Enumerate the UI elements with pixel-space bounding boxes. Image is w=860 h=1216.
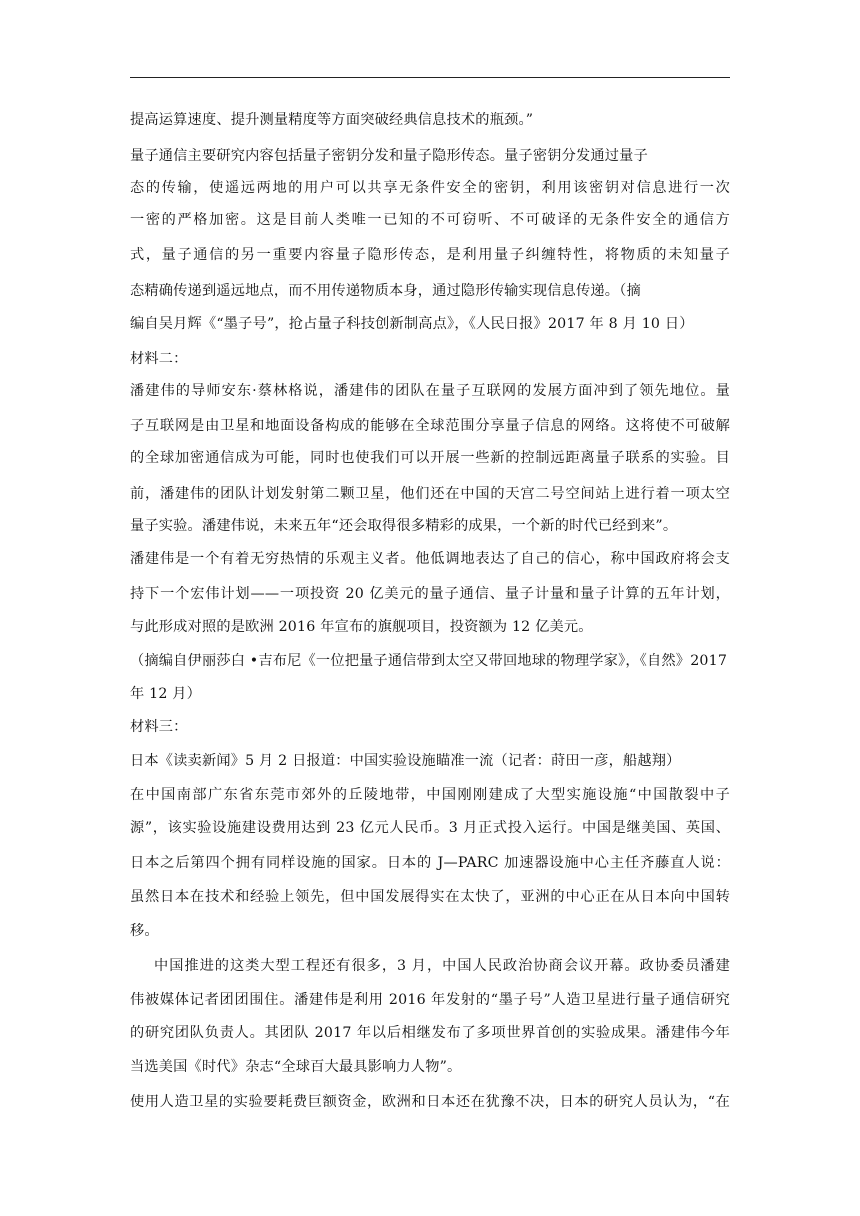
- text-line: 中国推进的这类大型工程还有很多，3 月，中国人民政治协商会议开幕。政协委员潘建: [154, 958, 730, 974]
- header-rule: [130, 77, 730, 78]
- text-line: 的研究团队负责人。其团队 2017 年以后相继发布了多项世界首创的实验成果。潘建伟今年: [130, 1025, 730, 1041]
- text-line: 使用人造卫星的实验要耗费巨额资金，欧洲和日本还在犹豫不决，日本的研究人员认为，“在: [130, 1094, 730, 1110]
- text-line: 态的传输，使遥远两地的用户可以共享无条件安全的密钥，利用该密钥对信息进行一次: [130, 180, 730, 196]
- text-line: 伟被媒体记者团团围住。潘建伟是利用 2016 年发射的“墨子号”人造卫星进行量子通信研究: [130, 992, 730, 1008]
- text-line: 量子实验。潘建伟说，未来五年“还会取得很多精彩的成果，一个新的时代已经到来”。: [130, 518, 678, 534]
- text-line: 子互联网是由卫星和地面设备构成的能够在全球范围分享量子信息的网络。这将使不可破解: [130, 418, 730, 434]
- text-line: 日本《读卖新闻》5 月 2 日报道：中国实验设施瞄准一流（记者：莳田一彦，船越翔）: [130, 753, 681, 769]
- text-line: 前，潘建伟的团队计划发射第二颗卫星，他们还在中国的天宫二号空间站上进行着一项太空: [130, 486, 730, 502]
- text-line: 与此形成对照的是欧洲 2016 年宣布的旗舰项目，投资额为 12 亿美元。: [130, 619, 593, 635]
- text-line: 年 12 月）: [130, 686, 202, 702]
- text-line: 提高运算速度、提升测量精度等方面突破经典信息技术的瓶颈。”: [130, 112, 534, 128]
- text-line: 潘建伟的导师安东·蔡林格说，潘建伟的团队在量子互联网的发展方面冲到了领先地位。量: [130, 383, 730, 399]
- text-line: （摘编自伊丽莎白 •吉布尼《一位把量子通信带到太空又带回地球的物理学家》，《自然》2017: [130, 653, 728, 669]
- text-line: 在中国南部广东省东莞市郊外的丘陵地带，中国刚刚建成了大型实施设施“中国散裂中子: [130, 787, 730, 803]
- text-line: 潘建伟是一个有着无穷热情的乐观主义者。他低调地表达了自己的信心，称中国政府将会支: [130, 551, 730, 567]
- text-line: 日本之后第四个拥有同样设施的国家。日本的 J—PARC 加速器设施中心主任齐藤直人说：: [130, 855, 730, 871]
- text-line: 持下一个宏伟计划——一项投资 20 亿美元的量子通信、量子计量和量子计算的五年计划，: [130, 586, 730, 602]
- text-line: 移。: [130, 923, 159, 939]
- text-line: 虽然日本在技术和经验上领先，但中国发展得实在太快了，亚洲的中心正在从日本向中国转: [130, 889, 730, 905]
- text-line: 编自吴月辉《“墨子号”，抢占量子科技创新制高点》，《人民日报》2017 年 8 月 10 日）: [130, 316, 694, 332]
- text-line: 源”，该实验设施建设费用达到 23 亿元人民币。3 月正式投入运行。中国是继美国、英国、: [130, 820, 730, 836]
- section-heading: 材料三：: [130, 719, 188, 735]
- text-line: 量子通信主要研究内容包括量子密钥分发和量子隐形传态。量子密钥分发通过量子: [130, 148, 648, 164]
- text-line: 式，量子通信的另一重要内容量子隐形传态，是利用量子纠缠特性，将物质的未知量子: [130, 247, 730, 263]
- text-line: 一密的严格加密。这是目前人类唯一已知的不可窃听、不可破译的无条件安全的通信方: [130, 212, 730, 228]
- section-heading: 材料二：: [130, 351, 188, 367]
- text-line: 当选美国《时代》杂志“全球百大最具影响力人物”。: [130, 1059, 462, 1075]
- text-line: 的全球加密通信成为可能，同时也使我们可以开展一些新的控制远距离量子联系的实验。目: [130, 450, 730, 466]
- text-line: 态精确传递到遥远地点，而不用传递物质本身，通过隐形传输实现信息传递。（摘: [130, 283, 641, 299]
